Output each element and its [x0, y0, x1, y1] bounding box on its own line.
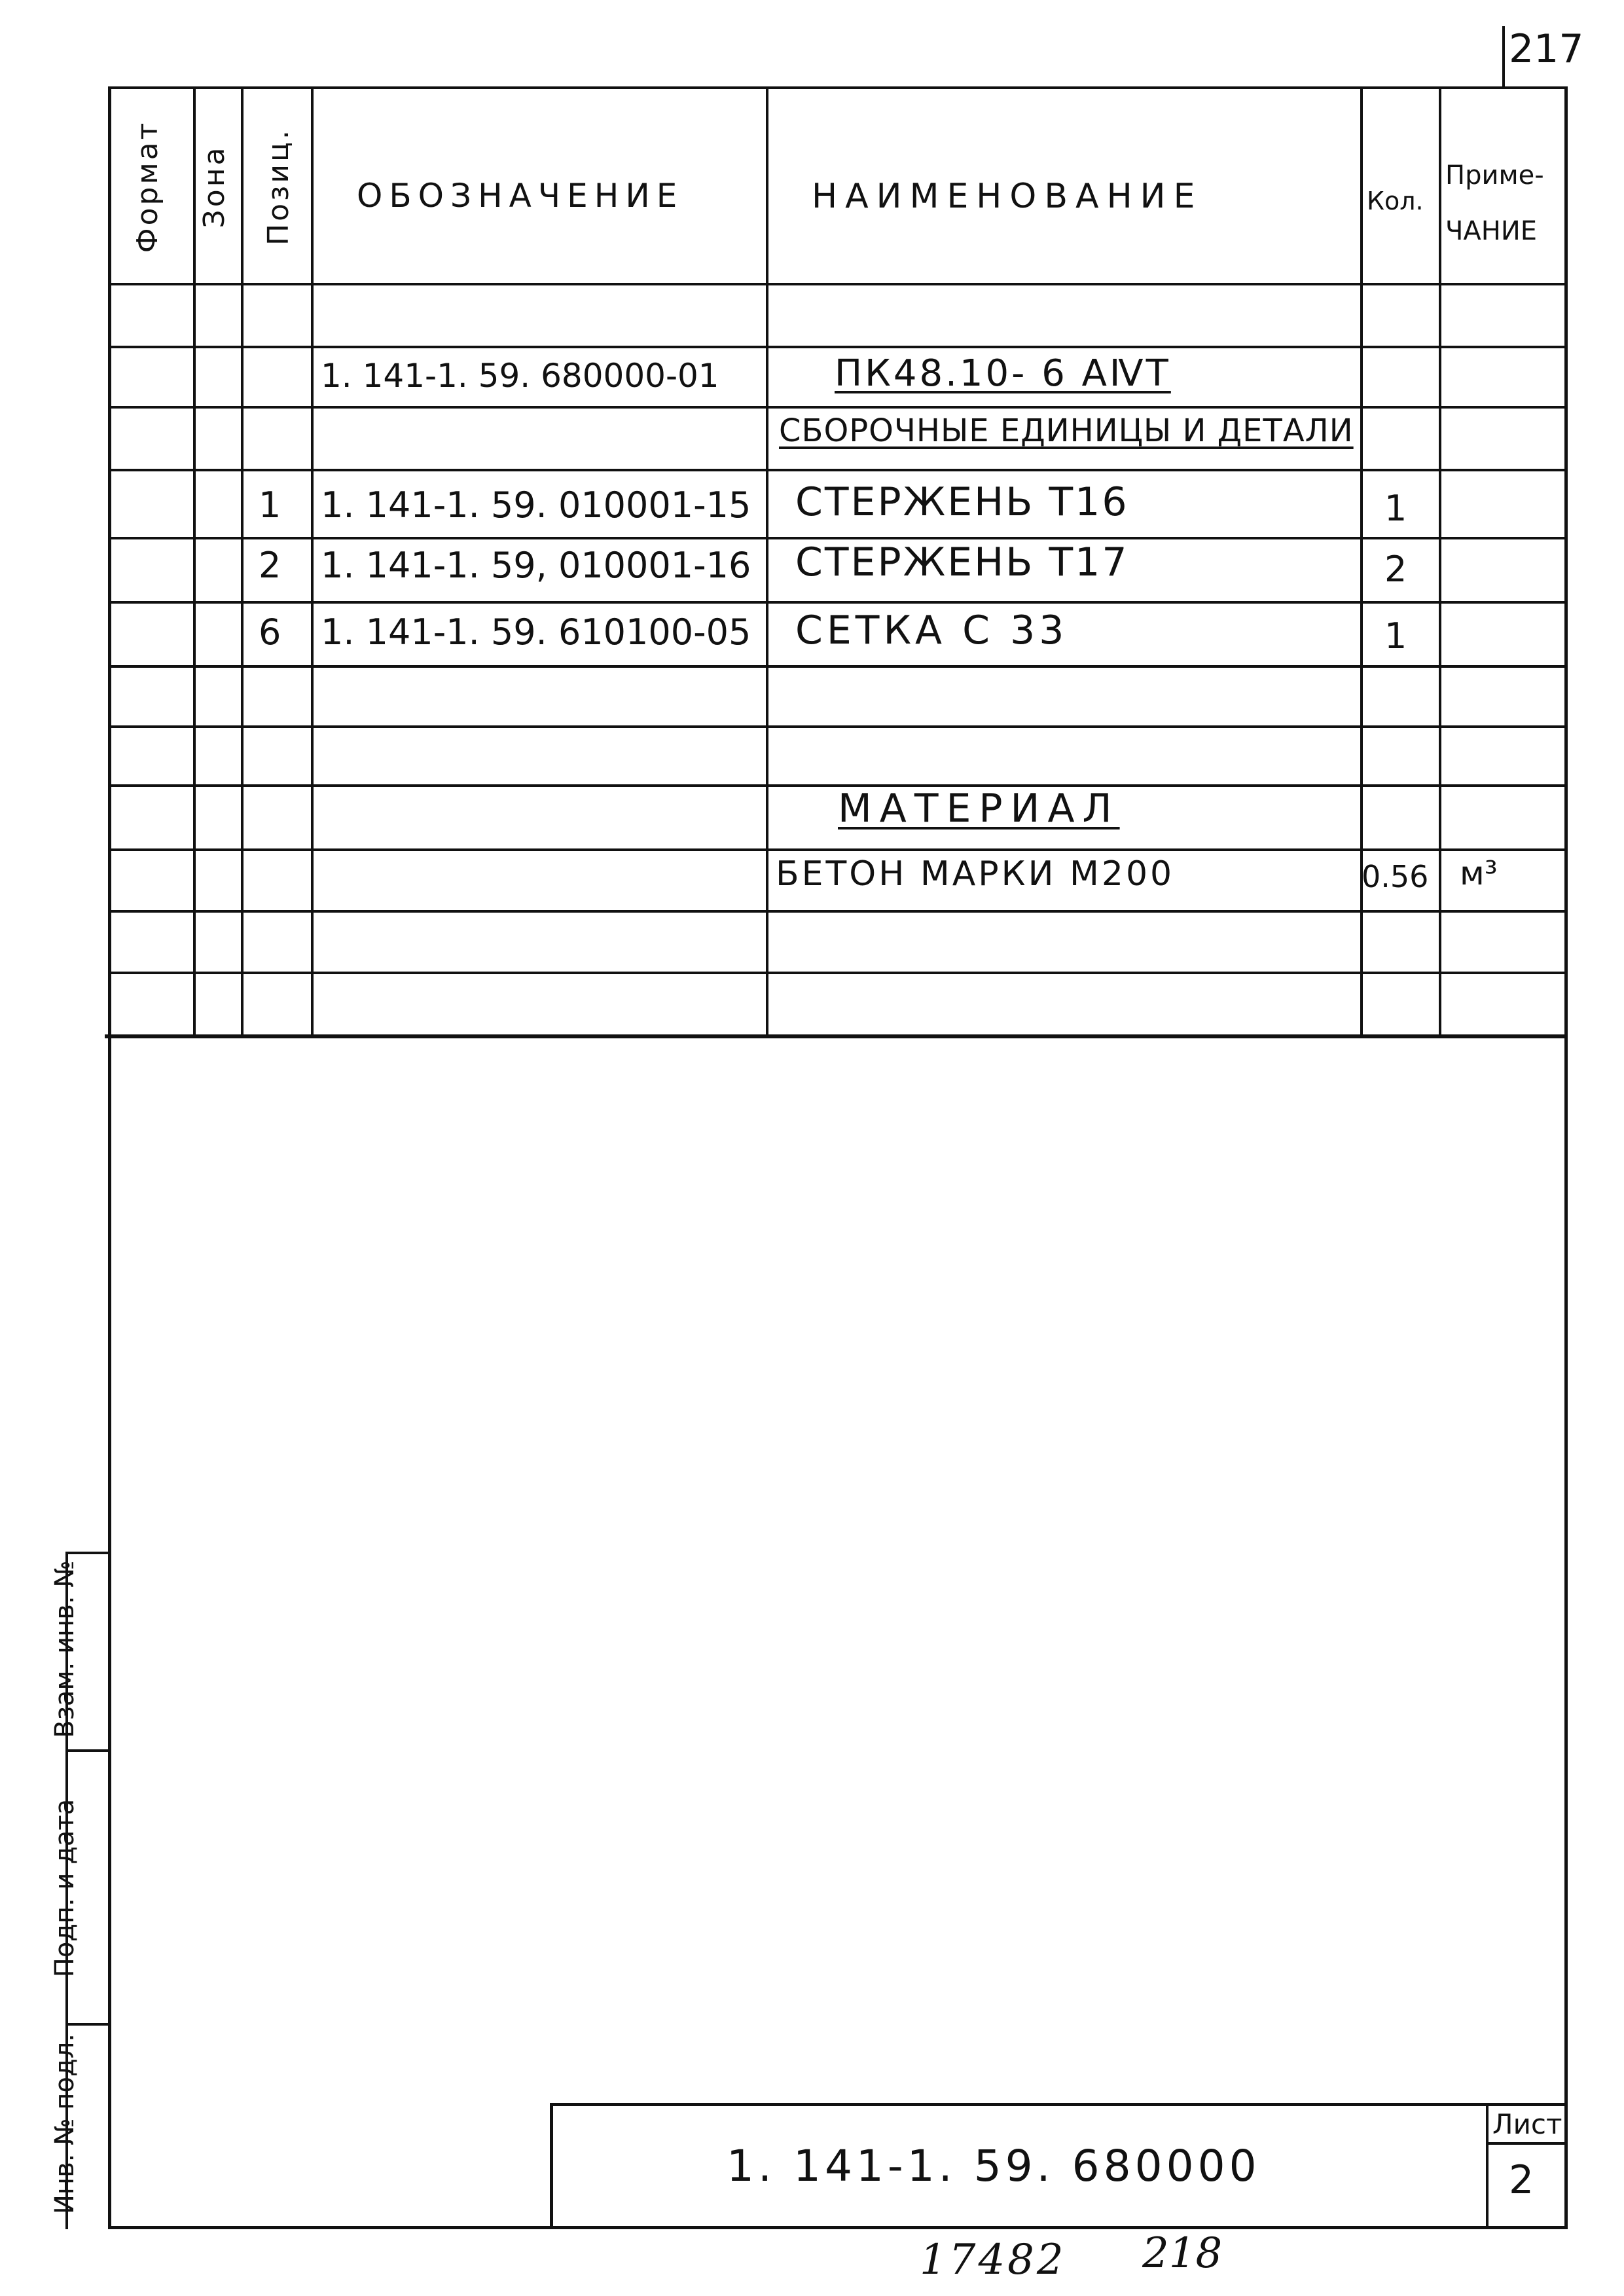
table-cell-name: СЕТКА С 33 — [795, 608, 1068, 653]
col-line-qty — [1439, 86, 1441, 1036]
table-cell-designation: 1. 141-1. 59. 610100-05 — [321, 611, 751, 653]
row-line — [108, 346, 1564, 348]
header-qty: Кол. — [1367, 187, 1424, 215]
side-stamp-signature-date: Подп. и дата — [50, 1798, 80, 1978]
row-line — [108, 406, 1564, 409]
row-line — [108, 910, 1564, 913]
table-cell-qty: 0.56 — [1362, 859, 1429, 894]
frame-bottom-line — [108, 2226, 1568, 2229]
table-cell-name: БЕТОН МАРКИ М200 — [776, 854, 1175, 894]
table-cell-name: МАТЕРИАЛ — [838, 786, 1120, 831]
bottom-page-number: 218 — [1142, 2229, 1223, 2278]
page-number-divider — [1502, 26, 1505, 88]
row-line — [108, 665, 1564, 668]
side-stamp-inv-orig: Инв. № подл. — [50, 2033, 80, 2214]
table-cell-note: м³ — [1460, 854, 1498, 892]
title-block-sheet-line — [1486, 2103, 1489, 2227]
col-line-position — [311, 86, 314, 1036]
col-line-designation — [766, 86, 768, 1036]
header-name: НАИМЕНОВАНИЕ — [812, 177, 1203, 216]
title-block-left-line — [550, 2103, 553, 2227]
col-line-zone — [241, 86, 244, 1036]
frame-top-line — [108, 86, 1564, 89]
header-zone: Зона — [198, 145, 231, 228]
title-block-sheet-divider — [1486, 2142, 1564, 2145]
table-cell-qty: 1 — [1384, 488, 1407, 529]
table-cell-designation: 1. 141-1. 59, 010001-16 — [321, 545, 751, 586]
table-cell-designation: 1. 141-1. 59. 680000-01 — [321, 357, 719, 395]
row-line — [108, 469, 1564, 471]
sheet-label: Лист — [1492, 2108, 1562, 2140]
archive-number: 17482 — [920, 2236, 1066, 2284]
side-stamp-replace-inv: Взам. инв. № — [50, 1560, 80, 1738]
table-cell-position: 6 — [259, 611, 281, 653]
side-stamp-divider — [65, 1749, 111, 1752]
table-cell-qty: 1 — [1384, 615, 1407, 657]
side-stamp-top-line — [65, 1552, 111, 1554]
header-format: Формат — [131, 120, 164, 253]
header-position: Позиц. — [262, 128, 295, 246]
col-line-format — [193, 86, 196, 1036]
header-designation: ОБОЗНАЧЕНИЕ — [357, 177, 684, 215]
row-line — [108, 784, 1564, 787]
title-block-top-line — [550, 2103, 1564, 2106]
table-cell-position: 1 — [259, 484, 281, 526]
sheet-number: 2 — [1509, 2157, 1534, 2203]
table-cell-designation: 1. 141-1. 59. 010001-15 — [321, 484, 751, 526]
row-line — [108, 972, 1564, 974]
table-cell-name: СТЕРЖЕНЬ Т17 — [795, 539, 1129, 585]
header-bottom-line — [108, 283, 1564, 285]
table-cell-qty: 2 — [1384, 549, 1407, 590]
row-line — [108, 601, 1564, 604]
table-cell-name: СБОРОЧНЫЕ ЕДИНИЦЫ И ДЕТАЛИ — [779, 412, 1354, 449]
table-bottom-line — [105, 1034, 1568, 1038]
table-cell-name: СТЕРЖЕНЬ Т16 — [795, 479, 1129, 525]
page-number-top: 217 — [1509, 26, 1584, 72]
document-code: 1. 141-1. 59. 680000 — [727, 2141, 1261, 2191]
header-note-line2: ЧАНИЕ — [1445, 216, 1538, 246]
row-line — [108, 848, 1564, 851]
table-cell-position: 2 — [259, 545, 281, 586]
table-cell-name: ПК48.10- 6 АⅣТ — [835, 352, 1171, 395]
row-line — [108, 725, 1564, 728]
frame-right-line — [1564, 86, 1568, 2227]
header-note-line1: Приме- — [1445, 160, 1544, 191]
